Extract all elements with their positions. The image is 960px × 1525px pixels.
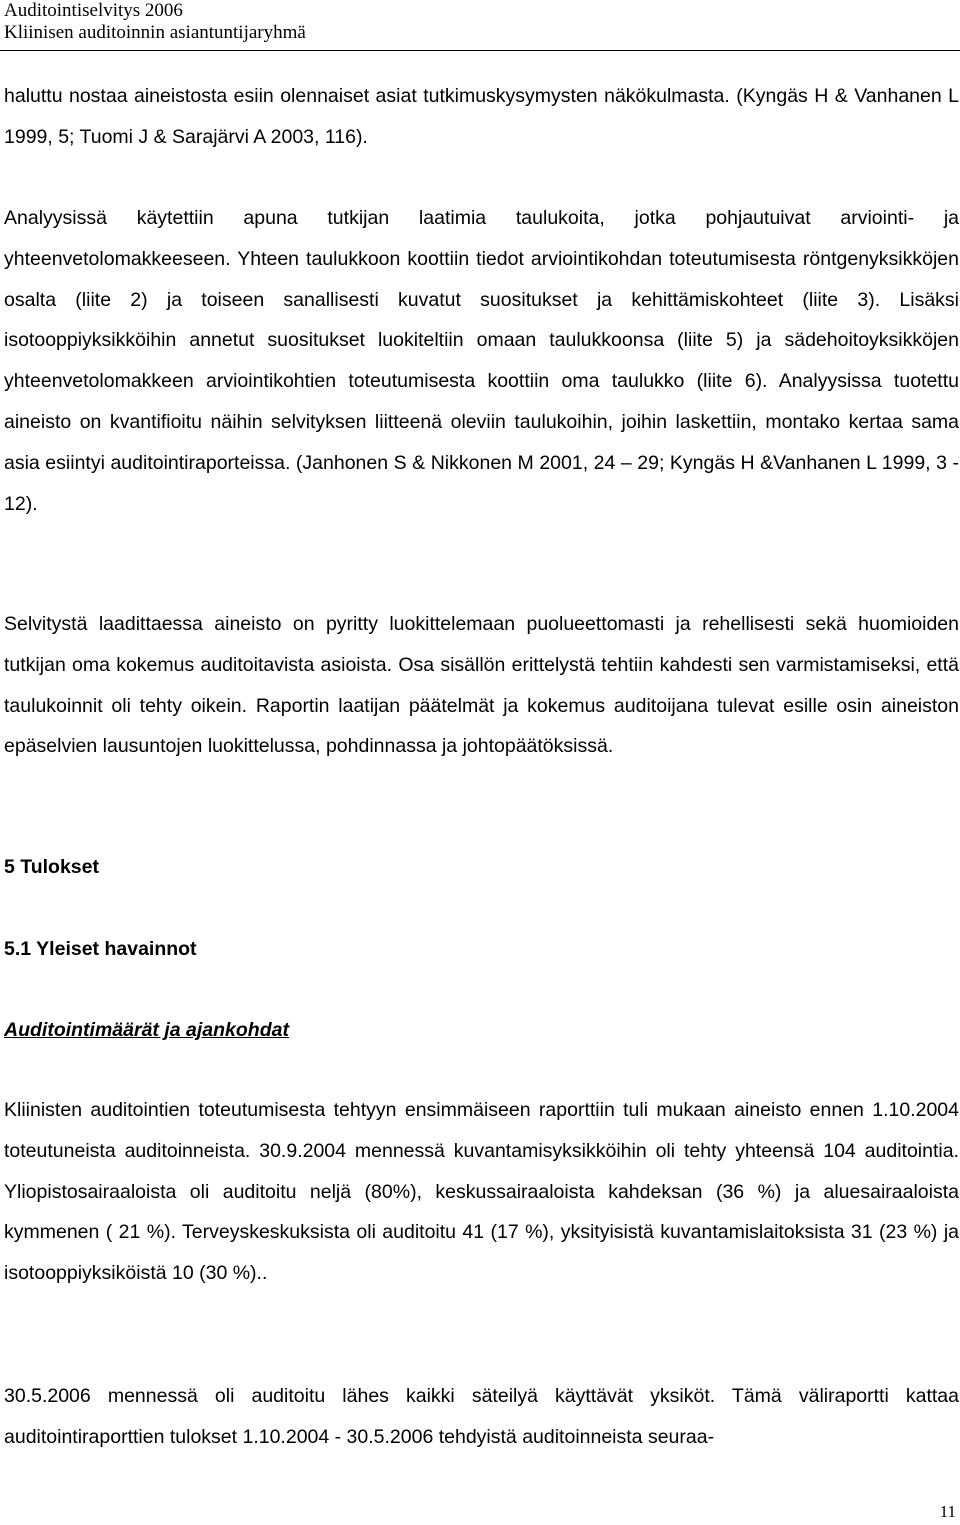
page-number: 11 <box>939 1502 956 1521</box>
page-header <box>4 0 306 44</box>
topic-heading: Auditointimäärät ja ajankohdat <box>4 1019 289 1041</box>
section-heading: 5 Tulokset <box>4 856 99 878</box>
paragraph-interim-report: 30.5.2006 mennessä oli auditoitu lähes kaikki säteilyä käyttävät yksiköt. Tämä väliraportti kattaa auditointiraporttien tulokset 1.10.2004 - 30.5.2006 tehdyistä auditoinneista seuraa- <box>4 1385 959 1448</box>
paragraph-intro-continuation: haluttu nostaa aineistosta esiin olennaiset asiat tutkimuskysymysten näkökulmasta. (Kyngäs H & Vanhanen L 1999, 5; Tuomi J & Sarajärvi A 2003, 116). <box>4 85 959 148</box>
subsection-heading: 5.1 Yleiset havainnot <box>4 938 197 960</box>
paragraph-objectivity: Selvitystä laadittaessa aineisto on pyritty luokittelemaan puolueettomasti ja rehellisesti sekä huomioiden tutkijan oma kokemus auditoitavista asioista. Osa sisällön erittelystä tehtiin kahdesti sen varmistamiseksi, että taulukoinnit oli tehty oikein. Raportin laatijan päätelmät ja kokemus auditoijana tulevat esille osin aineiston epäselvien lausuntojen luokittelussa, pohdinnassa ja johtopäätöksissä. <box>4 613 959 758</box>
paragraph-audit-counts: Kliinisten auditointien toteutumisesta tehtyyn ensimmäiseen raporttiin tuli mukaan aineisto ennen 1.10.2004 toteutuneista auditoinneista. 30.9.2004 mennessä kuvantamisyksikköihin oli tehty yhteensä 104 auditointia. Yliopistosairaaloista oli auditoitu neljä (80%), keskussairaaloista kahdeksan (36 %) ja aluesairaaloista kymmenen ( 21 %). Terveyskeskuksista oli auditoitu 41 (17 %), yksityisistä kuvantamislaitoksista 31 (23 %) ja isotooppiyksiköistä 10 (30 %).. <box>4 1099 959 1285</box>
header-document-title: Auditointiselvitys 2006 <box>4 0 183 21</box>
header-divider <box>0 50 960 51</box>
paragraph-analysis-method: Analyysissä käytettiin apuna tutkijan laatimia taulukoita, jotka pohjautuivat arviointi- ja yhteenvetolomakkeeseen. Yhteen taulukkoon koottiin tiedot arviointikohdan toteutumisesta röntgenyksikköjen osalta (liite 2) ja toiseen sanallisesti kuvatut suositukset ja kehittämiskohteet (liite 3). Lisäksi isotooppiyksikköihin annetut suositukset luokiteltiin omaan taulukkoonsa (liite 5) ja sädehoitoyksikköjen yhteenvetolomakkeen arviointikohtien toteutumisesta koottiin oma taulukko (liite 6). Analyysissa tuotettu aineisto on kvantifioitu näihin selvityksen liitteenä oleviin taulukoihin, joihin laskettiin, montako kertaa sama asia esiintyi auditointiraporteissa. (Janhonen S & Nikkonen M 2001, 24 – 29; Kyngäs H &Vanhanen L 1999, 3 - 12). <box>4 207 959 515</box>
header-group-name: Kliinisen auditoinnin asiantuntijaryhmä <box>4 22 306 43</box>
